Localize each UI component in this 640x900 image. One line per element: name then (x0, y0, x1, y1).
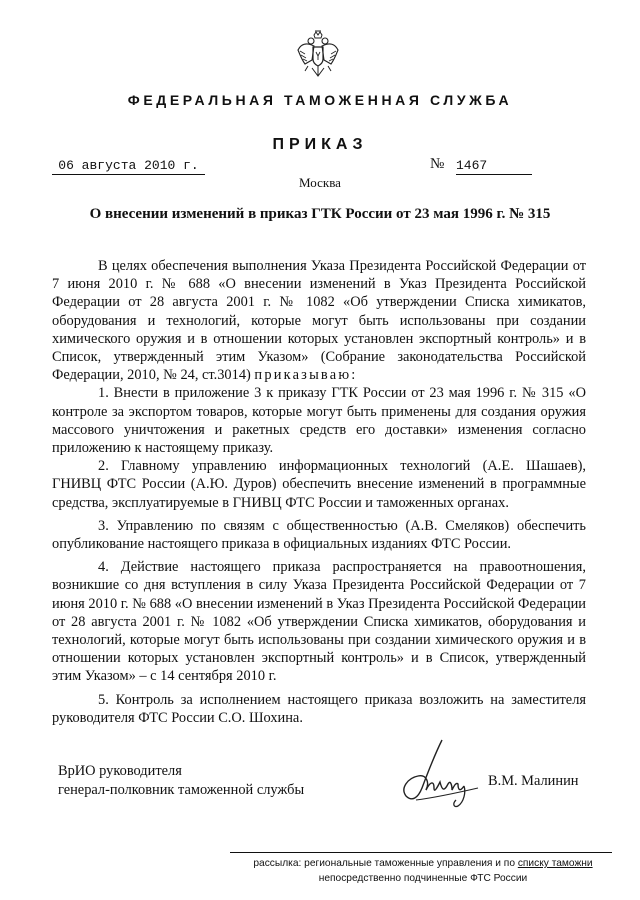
city: Москва (299, 175, 341, 190)
mailing-list-note (228, 856, 618, 886)
mailing-line-1 (228, 856, 618, 871)
signatory-position (58, 762, 304, 799)
signatory-position-line-1: ВрИО руководителя (58, 763, 182, 779)
number-label: № (430, 156, 445, 172)
order-item-3: 3. Управлению по связям с общественностью (А.В. Смеляков) обеспечить опубликование настоящего приказа в официальных изданиях ФТС России. (52, 517, 586, 553)
order-word: приказываю: (254, 367, 358, 384)
order-item-4: 4. Действие настоящего приказа распространяется на правоотношения, возникшие со дня вступления в силу Указа Президента Российской Федерации от 7 июня 2010 г. № 688 «О внесении изменений в Указ Президента Российской Федерации от 28 августа 2001 г. № 1082 «Об утверждении Списка химикатов, оборудования и технологий, которые могут быть использованы при создании химического оружия и в отношении которых установлен экспортный контроль» и в Список, утвержденный этим Указом» – с 14 сентября 2010 г. (52, 559, 586, 685)
mailing-divider (230, 852, 612, 853)
preamble-text: В целях обеспечения выполнения Указа Президента Российской Федерации от 7 июня 2010 г. № 688 «О внесении изменений в Указ Президента Российской Федерации от 28 августа 2001 г. № 1082 «Об утверждении Списка химикатов, оборудования и технологий, которые могут быть использованы при создании химического оружия и в отношении которых установлен экспортный контроль» и в Список, утвержденный этим Указом» (Собрание законодательства Российской Федерации, 2010, № 24, ст.3014) (52, 258, 586, 384)
mailing-list-link[interactable]: списку таможни (517, 858, 593, 869)
order-item-1: 1. Внести в приложение 3 к приказу ГТК России от 23 мая 1996 г. № 315 «О контроле за экспортом товаров, которые могут быть применены для создания оружия массового уничтожения и ракетных средств его доставки» изменения согласно приложению к настоящему приказу. (52, 385, 586, 457)
order-subject: О внесении изменений в приказ ГТК России от 23 мая 1996 г. № 315 (89, 206, 551, 222)
handwritten-signature-icon (392, 736, 484, 814)
order-date: 06 августа 2010 г. (52, 158, 205, 175)
order-number: 1467 (456, 158, 532, 175)
preamble-paragraph (52, 257, 586, 384)
mailing-line-2: непосредственно подчиненные ФТС России (318, 873, 528, 884)
order-item-2: 2. Главному управлению информационных технологий (А.Е. Шашаев), ГНИВЦ ФТС России (А.Ю. Дуров) обеспечить внесение изменений в программные средства, эксплуатируемые в ГНИВЦ ФТС России и таможенных органах. (52, 458, 586, 511)
order-body (52, 257, 586, 727)
agency-name: ФЕДЕРАЛЬНАЯ ТАМОЖЕННАЯ СЛУЖБА (127, 92, 513, 108)
mailing-line-1-text: рассылка: региональные таможенные управления и по (253, 858, 518, 869)
signatory-position-line-2: генерал-полковник таможенной службы (58, 781, 305, 798)
document-type-title: ПРИКАЗ (272, 136, 368, 153)
order-item-5: 5. Контроль за исполнением настоящего приказа возложить на заместителя руководителя ФТС России С.О. Шохина. (52, 691, 586, 726)
state-emblem-icon (296, 30, 340, 80)
signatory-name: В.М. Малинин (488, 773, 579, 789)
